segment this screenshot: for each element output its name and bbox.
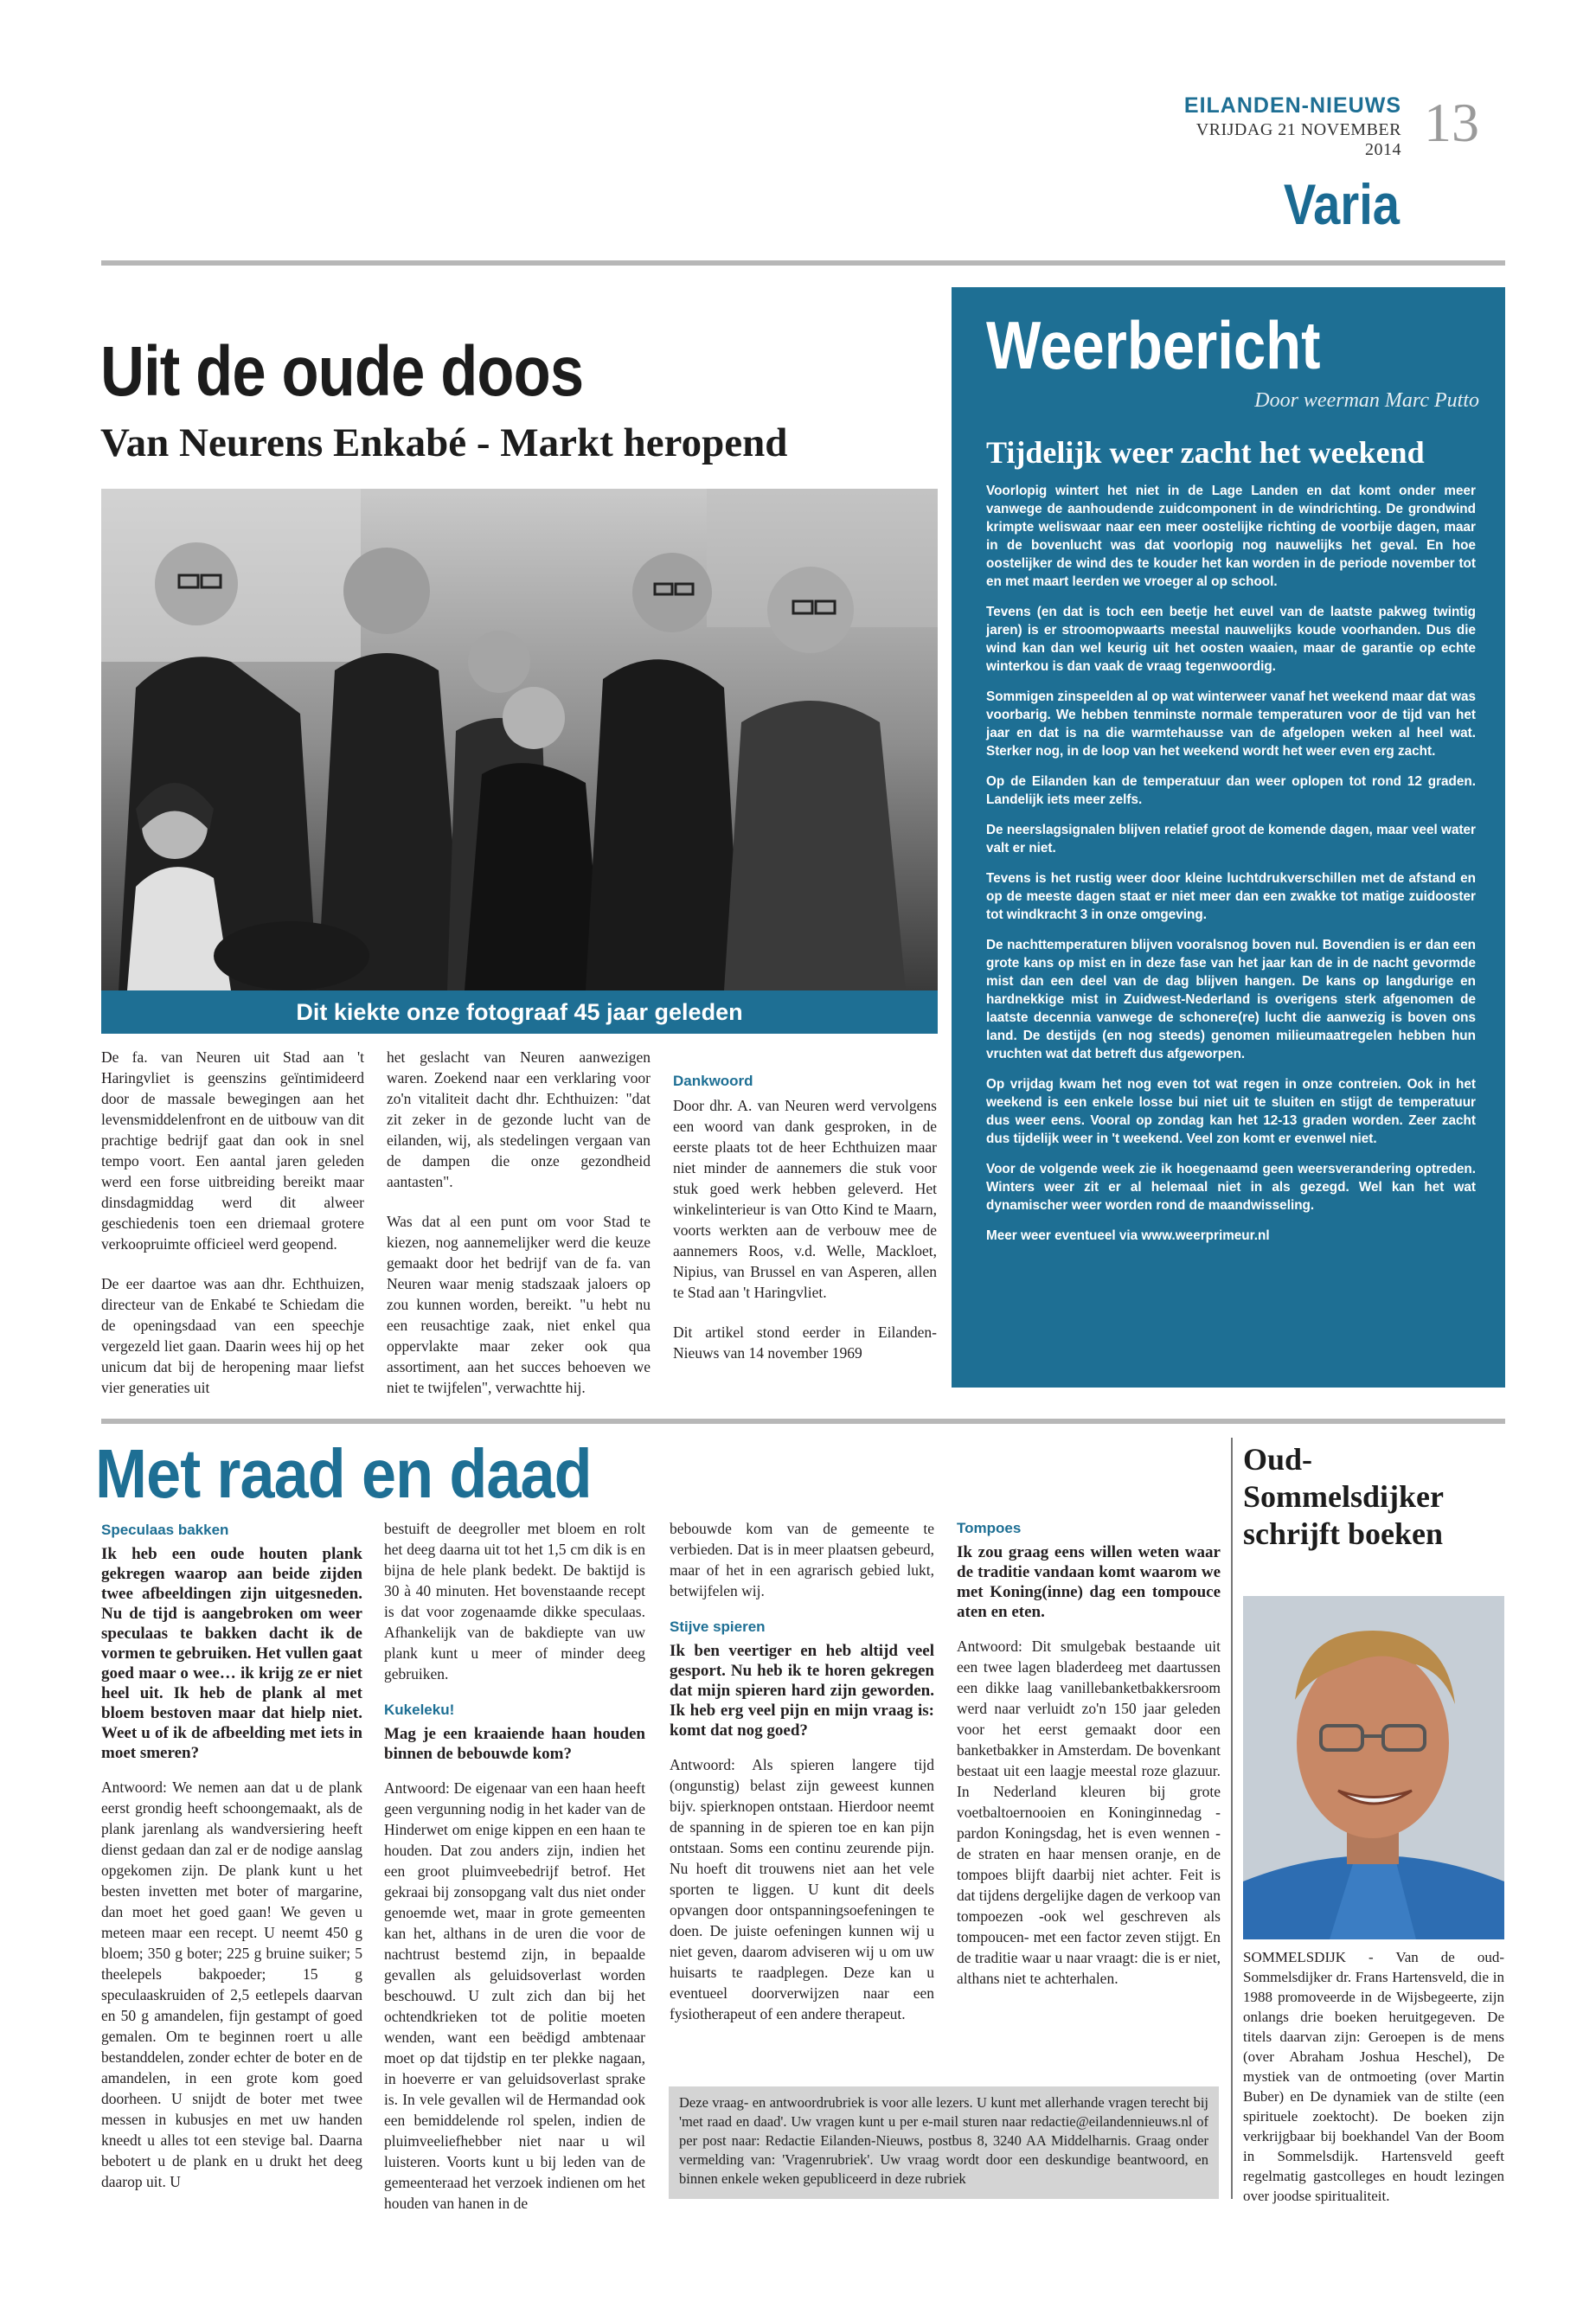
q2-answer-continued: bebouwde kom van de gemeente te verbieden. Dat is in meer plaatsen gebeurd, maar of het in een agrarisch gebied lukt, betwijfelen wij.	[670, 1520, 934, 1599]
article-column-3	[673, 1071, 937, 1382]
raad-column-2	[384, 1518, 645, 2233]
page-number: 13	[1424, 92, 1479, 153]
masthead	[1168, 93, 1401, 160]
paper-name: EILANDEN-NIEUWS	[1183, 93, 1401, 118]
column-divider	[1231, 1438, 1233, 2199]
photo-caption: Dit kiekte onze fotograaf 45 jaar geleden	[101, 990, 938, 1034]
dankwoord-heading: Dankwoord	[673, 1073, 753, 1089]
raad-column-1	[101, 1520, 362, 2211]
portrait-photo	[1243, 1596, 1504, 1939]
paragraph: De fa. van Neuren uit Stad aan 't Haringvliet is geenszins geïntimideerd door de massale bewegingen aan het levensmiddelenfront en de uitbouw van dit prachtige bedrijf gaat dan ook in snel tempo voort. Een aantal jaren geleden werd een forse uitbreiding bereikt maar dinsdagmiddag werd dit alweer geschiedenis toen een driemaal grotere verkoopruimte officieel werd geopend.	[101, 1048, 364, 1253]
source-note: Dit artikel stond eerder in Eilanden-Nieuws van 14 november 1969	[673, 1324, 937, 1362]
paragraph: Door dhr. A. van Neuren werd vervolgens een woord van dank gesproken, in de eerste plaats tot de heer Echthuizen maar niet minder de aannemers die stuk voor stuk goed werk hebben geleverd. Het winkelinterieur is van Otto Kind te Maarn, voorts werkten aan de verbouw mee de aannemers Roos, v.d. Welle, Mackloet, Nipius, van Brussel en van Asperen, allen te Stad aan 't Haringvliet.	[673, 1097, 937, 1301]
weather-paragraph: Sommigen zinspeelden al op wat winterweer vanaf het weekend maar dat was voorbarig. We hebben tenminste normale temperaturen voor de tijd van het jaar en dat is na die warmtehausse van de afgelopen weken al heel wat. Sterker nog, in de loop van het weekend wordt het weer even erg zacht.	[986, 689, 1476, 759]
weather-paragraph: Voorlopig wintert het niet in de Lage Landen en dat komt onder meer vanwege de aanhoudende zuidcomponent in de windrichting. De grondwind krimpte weliswaar naar een meer oostelijke richting de voorbije dagen, maar in de bovenlucht was dat voorlopig nog nauwelijks het geval. En hoe oostelijker de wind des te kouder het kan worden in de periode november tot en met maart leerden we vroeger al op school.	[986, 484, 1476, 589]
portrait-illustration	[1243, 1596, 1504, 1939]
raad-title: Met raad en daad	[95, 1435, 592, 1512]
weather-paragraph: Tevens (en dat is toch een beetje het euvel van de laatste pakweg twintig jaren) is er stroomopwaarts meestal nauwelijks koude voorhanden. Dus die wind kan dan wel keurig uit het oosten waaien, maar de garantie op echte winterkou is dan vaak de vraag tegenwoordig.	[986, 605, 1476, 674]
q1-question: Ik heb een oude houten plank gekregen waarop aan beide zijden twee afbeeldingen zijn uitgesneden. Nu de tijd is aangebroken om weer speculaas te bakken dacht ik de vormen te gebruiken. Het vullen gaat goed maar o wee… ik krijg ze er niet heel uit. Ik heb de plank al met bloem bestoven maar dat hielp niet. Weet u of ik de afbeelding met iets in moet smeren?	[101, 1545, 362, 1762]
oud-title: Oud-Sommelsdijker schrijft boeken	[1243, 1442, 1444, 1551]
top-rule	[101, 260, 1505, 266]
q1-heading: Speculaas bakken	[101, 1522, 229, 1538]
weather-paragraph: Op vrijdag kwam het nog even tot wat regen in onze contreien. Ook in het weekend is een enkele losse bui niet uit te sluiten en stijgt de temperatuur dus weer eens. Vooral op zondag kan het 12-13 graden worden. Zeer zacht dus tijdelijk weer in 't weekend. Veel zon komt er evenwel niet.	[986, 1077, 1476, 1146]
raad-footer-box: Deze vraag- en antwoordrubriek is voor alle lezers. U kunt met allerhande vragen terecht bij 'met raad en daad'. Uw vragen kunt u per e-mail sturen naar redactie@eilandennieuws.nl of per post naar: Redactie Eilanden-Nieuws, postbus 8, 3240 AA Middelharnis. Graag onder vermelding van: 'Vragenrubriek'. Uw vraag wordt door een deskundige beantwoord, en binnen enkele weken gepubliceerd in deze rubriek	[669, 2086, 1219, 2199]
weather-paragraph: Voor de volgende week zie ik hoegenaamd geen weersverandering optreden. Winters weer zit er al helemaal niet in als gezegd. Wel kan het wat dynamischer weer worden rond de maandwisseling.	[986, 1162, 1476, 1213]
weather-paragraph: De nachttemperaturen blijven vooralsnog boven nul. Bovendien is er dan een grote kans op mist en in deze fase van het jaar kan de in de nacht gevormde mist dan een deel van de dag blijven hangen. De kans op langdurige en hardnekkige mist in Zuidwest-Nederland is overigens sterk afgenomen de laatste decennia vanwege de schonere(re) lucht die aanwezig is boven ons land. De destijds (en nog steeds) genomen milieumaatregelen hebben hun vruchten wat dat betreft dus afgeworpen.	[986, 938, 1476, 1061]
paragraph: De eer daartoe was aan dhr. Echthuizen, directeur van de Enkabé te Schiedam die de openingsdaad van een speechje vergezeld liet gaan. Daarin wees hij op het unicum dat bij de heropening maar liefst vier generaties uit	[101, 1275, 364, 1396]
photo-illustration	[101, 489, 938, 990]
historic-photo	[101, 489, 938, 990]
q2-heading: Kukeleku!	[384, 1702, 455, 1718]
article-subtitle: Van Neurens Enkabé - Markt heropend	[100, 420, 788, 465]
article-column-2	[387, 1047, 651, 1417]
weather-title: Weerbericht	[986, 307, 1321, 383]
issue-date: VRIJDAG 21 NOVEMBER 2014	[1195, 120, 1401, 159]
q1-answer: Antwoord: We nemen aan dat u de plank eerst grondig heeft schoongemaakt, als de plank jarenlang als wandversiering heeft dienst gedaan dan zal er de nodige aanslag opgekomen zijn. De plank kunt u het besten invetten met boter of margarine, dan moet het goed gaan! We geven u meteen maar een recept. U neemt 450 g bloem; 350 g boter; 225 g bruine suiker; 5 theelepels bakpoeder; 15 g speculaaskruiden of 2,5 eetlepels daarvan en 50 g amandelen, fijn gestampt of goed gemalen. Om te beginnen roert u alle bestanddelen, zonder echter de boter en de amandelen, in een grote kom goed doorheen. U snijdt de boter met twee messen in kubusjes en met uw handen kneedt u alles tot een stevige bal. Daarna bebotert u de plank en u drukt het deeg daarop uit. U	[101, 1779, 362, 2190]
article-title: Uit de oude doos	[100, 332, 584, 411]
weather-link[interactable]: Meer weer eventueel via www.weerprimeur.nl	[986, 1228, 1270, 1243]
raad-column-4	[957, 1518, 1221, 2008]
weather-body	[986, 482, 1476, 1257]
article-column-1	[101, 1047, 364, 1417]
weather-paragraph: Tevens is het rustig weer door kleine luchtdrukverschillen met de afstand en op de meeste dagen staat er niet meer dan een zwakke tot matige zuidooster tot windkracht 3 in onze omgeving.	[986, 871, 1476, 922]
oud-body: SOMMELSDIJK - Van de oud-Sommelsdijker dr. Frans Hartensveld, die in 1988 promoveerde in de Wijsbegeerte, zijn onlangs drie boeken heruitgegeven. De titels daarvan zijn: Geroepen is de mens (over Abraham Joshua Heschel), De mystiek van de ontmoeting (over Martin Buber) en De dynamiek van de stilte (een spirituele zoektocht). De boeken zijn verkrijgbaar bij boekhandel Van der Boom in Sommelsdijk. Hartensveld geeft regelmatig gastcolleges en houdt lezingen over joodse spiritualiteit.	[1243, 1949, 1504, 2204]
paragraph: het geslacht van Neuren aanwezigen waren. Zoekend naar een verklaring voor zo'n vitaliteit dacht dhr. Echthuizen: "dat zit zeker in de gezonde lucht van de eilanden, wij, als stedelingen vergaan van de dampen die onze gezondheid aantasten".	[387, 1048, 651, 1190]
section-title: Varia	[1283, 172, 1400, 236]
q1-answer-continued: bestuift de deegroller met bloem en rolt het deeg daarna uit tot het 1,5 cm dik is en bijna de hele plank bedekt. De baktijd is 30 à 40 minuten. Het bovenstaande recept is dat voor zogenaamde dikke speculaas. Afhankelijk van de bakdiepte van uw plank kunt u meer of minder deeg gebruiken.	[384, 1520, 645, 1682]
q3-heading: Stijve spieren	[670, 1618, 766, 1635]
q2-answer: Antwoord: De eigenaar van een haan heeft geen vergunning nodig in het kader van de Hinderwet om enige kippen en een haan te houden. Dat zou anders zijn, indien het een groot pluimveebedrijf betrof. Het gekraai bij zonsopgang valt dus niet onder genoemde wet, maar in grote gemeenten kan het, althans in de uren die voor de nachtrust bestemd zijn, in bepaalde gevallen als geluidsoverlast worden beschouwd. U zult zich dan bij het ochtendkrieken tot de politie moeten wenden, want een beëdigd ambtenaar moet op dat tijdstip en ter plekke nagaan, in hoeverre er van geluidsoverlast sprake is. In vele gevallen wil de Hermandad ook een bemiddelende rol spelen, indien de pluimveeliefhebber niet naar u wil luisteren. Voorts kunt u bij leden van de gemeenteraad het verzoek indienen om het houden van hanen in de	[384, 1779, 645, 2212]
q3-question: Ik ben veertiger en heb altijd veel gesport. Nu heb ik te horen gekregen dat mijn spieren hard zijn geworden. Ik heb erg veel pijn en mijn vraag is: komt dat nog goed?	[670, 1642, 934, 1740]
middle-rule	[101, 1419, 1505, 1424]
q3-answer: Antwoord: Als spieren langere tijd (ongunstig) belast zijn geweest kunnen bijv. spierknopen ontstaan. Hierdoor neemt de spanning in de spieren toe en kan pijn ontstaan. Soms een continu zeurende pijn. Nu hoeft dit trouwens niet aan het vele sporten te liggen. U kunt dit deels opvangen door ontspanningsoefeningen te doen. De juiste oefeningen kunnen wij u niet geven, daarom adviseren wij u om uw huisarts te raadplegen. Deze kan u eventueel doorverwijzen naar een fysiotherapeut of een andere therapeut.	[670, 1756, 934, 2022]
weather-box	[952, 287, 1505, 1388]
weather-subtitle: Tijdelijk weer zacht het weekend	[986, 435, 1425, 470]
q4-heading: Tompoes	[957, 1520, 1022, 1536]
q4-answer: Antwoord: Dit smulgebak bestaande uit een twee lagen bladerdeeg met daartussen een dikke laag vanillebanketbakkersroom werd naar verluidt zo'n 150 jaar geleden voor het eerst gemaakt door een banketbakker in Amsterdam. De bovenkant bestaat uit een laagje meestal roze glazuur. In Nederland kleuren bij grote voetbaltoernooien en Koninginnedag - pardon Koningsdag, het is even wennen - de straten en haar mensen oranje, en de tompoes blijft daarbij niet achter. Feit is dat tijdens dergelijke dagen de verkoop van tompoezen -ook wel geschreven als tompoucen- met een factor zeven stijgt. En de traditie waar u naar vraagt: die is er niet, althans niet te achterhalen.	[957, 1638, 1221, 1987]
raad-column-3	[670, 1518, 934, 2043]
weather-paragraph: Op de Eilanden kan de temperatuur dan weer oplopen tot rond 12 graden. Landelijk iets meer zelfs.	[986, 774, 1476, 807]
paragraph: Was dat al een punt om voor Stad te kiezen, nog aannemelijker werd die keuze gemaakt door het bedrijf van de fa. van Neuren waar menig stadszaak jaloers op zou kunnen worden, bereikt. "u hebt nu een reusachtige zaak, niet enkel qua oppervlakte maar zeker ook qua assortiment, aan het succes behoeven we niet te twijfelen", verwachtte hij.	[387, 1213, 651, 1396]
weather-paragraph: De neerslagsignalen blijven relatief groot de komende dagen, maar veel water valt er niet.	[986, 823, 1476, 856]
q2-question: Mag je een kraaiende haan houden binnen de bebouwde kom?	[384, 1725, 645, 1763]
q4-question: Ik zou graag eens willen weten waar de traditie vandaan komt waarom we met Koning(inne) dag een tompouce aten en eten.	[957, 1543, 1221, 1621]
weather-byline: Door weerman Marc Putto	[1254, 389, 1479, 412]
